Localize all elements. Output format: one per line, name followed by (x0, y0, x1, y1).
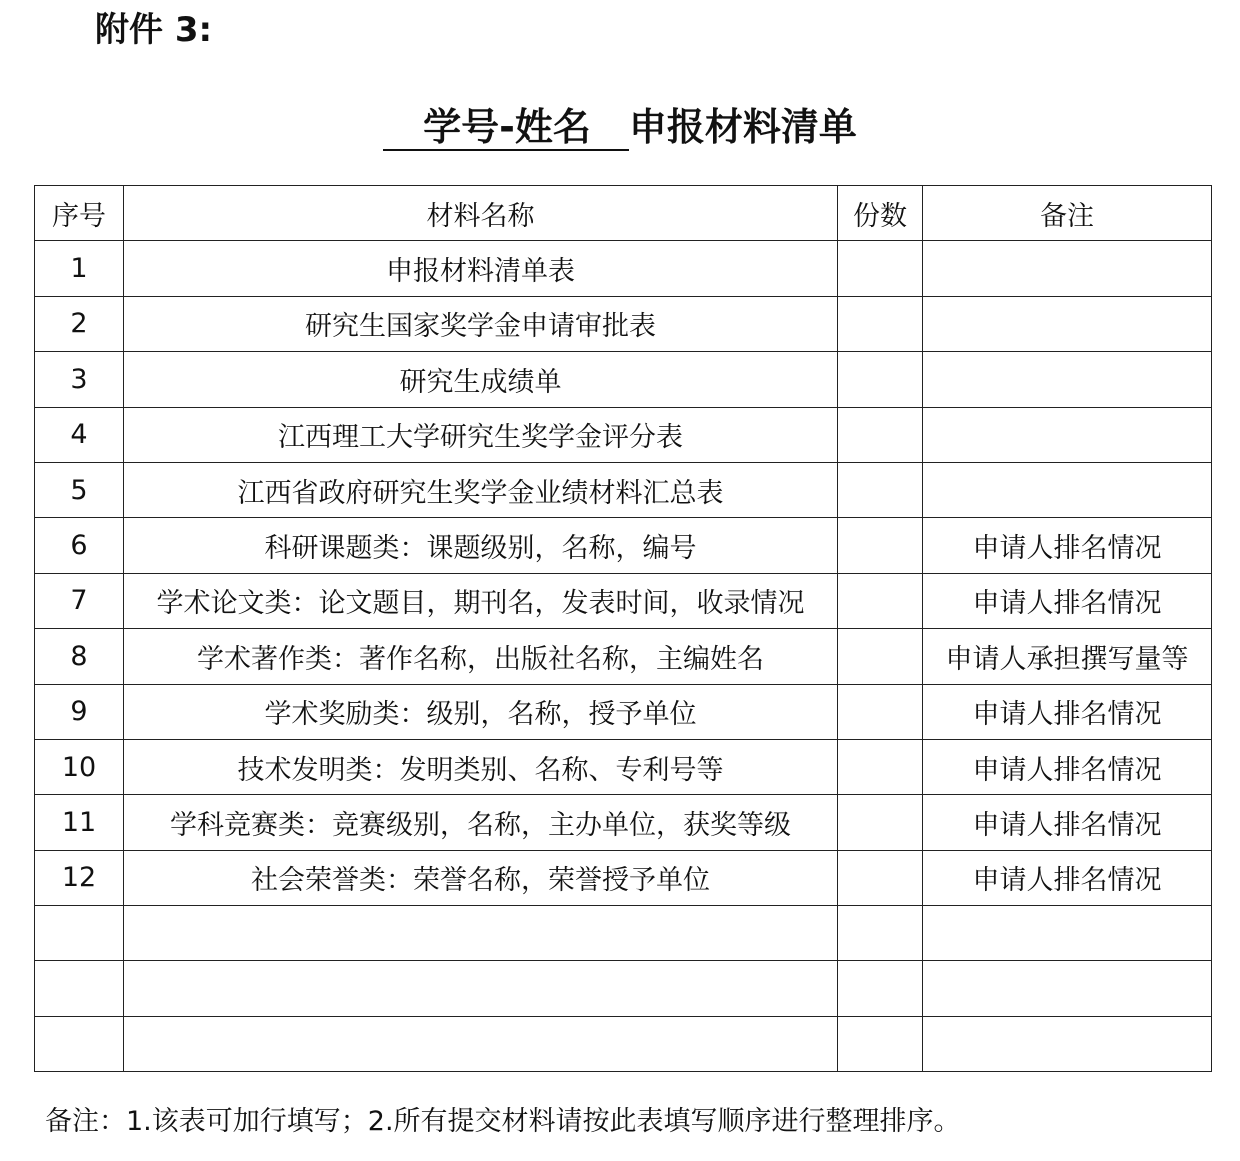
cell-no: 4 (35, 407, 124, 462)
cell-copies (838, 352, 923, 407)
cell-remark (923, 906, 1212, 961)
cell-material-name: 学术奖励类：级别，名称，授予单位 (124, 684, 838, 739)
cell-material-name: 技术发明类：发明类别、名称、专利号等 (124, 739, 838, 794)
cell-material-name: 学术著作类：著作名称，出版社名称，主编姓名 (124, 629, 838, 684)
cell-copies (838, 906, 923, 961)
cell-no: 12 (35, 850, 124, 905)
cell-copies (838, 518, 923, 573)
header-remark: 备注 (923, 186, 1212, 241)
cell-remark (923, 352, 1212, 407)
table-row (35, 684, 1212, 739)
cell-material-name: 申报材料清单表 (124, 241, 838, 296)
cell-no: 6 (35, 518, 124, 573)
cell-copies (838, 961, 923, 1016)
cell-no: 9 (35, 684, 124, 739)
cell-copies (838, 795, 923, 850)
header-material-name: 材料名称 (124, 186, 838, 241)
cell-material-name: 学科竞赛类：竞赛级别，名称，主办单位，获奖等级 (124, 795, 838, 850)
footnote: 备注：1.该表可加行填写；2.所有提交材料请按此表填写顺序进行整理排序。 (45, 1106, 961, 1137)
cell-copies (838, 296, 923, 351)
title-suffix: 申报材料清单 (628, 105, 857, 149)
attachment-label: 附件 3: (95, 10, 213, 50)
cell-remark: 申请人排名情况 (923, 739, 1212, 794)
cell-remark: 申请人承担撰写量等 (923, 629, 1212, 684)
cell-remark (923, 296, 1212, 351)
table-row (35, 629, 1212, 684)
cell-material-name (124, 961, 838, 1016)
cell-no: 2 (35, 296, 124, 351)
table-row (35, 462, 1212, 517)
cell-remark (923, 462, 1212, 517)
table-row (35, 795, 1212, 850)
cell-no (35, 906, 124, 961)
cell-copies (838, 629, 923, 684)
table-row (35, 407, 1212, 462)
cell-no: 3 (35, 352, 124, 407)
cell-no: 10 (35, 739, 124, 794)
cell-no: 8 (35, 629, 124, 684)
cell-remark: 申请人排名情况 (923, 573, 1212, 628)
cell-copies (838, 850, 923, 905)
cell-material-name: 学术论文类：论文题目，期刊名，发表时间，收录情况 (124, 573, 838, 628)
cell-no: 1 (35, 241, 124, 296)
cell-material-name: 江西理工大学研究生奖学金评分表 (124, 407, 838, 462)
cell-remark: 申请人排名情况 (923, 850, 1212, 905)
cell-no (35, 961, 124, 1016)
cell-copies (838, 407, 923, 462)
header-copies: 份数 (838, 186, 923, 241)
cell-copies (838, 684, 923, 739)
cell-remark (923, 241, 1212, 296)
table-row (35, 573, 1212, 628)
cell-no (35, 1016, 124, 1071)
cell-copies (838, 462, 923, 517)
cell-material-name: 江西省政府研究生奖学金业绩材料汇总表 (124, 462, 838, 517)
title-student-id-name: 学号-姓名 (383, 105, 629, 151)
cell-remark: 申请人排名情况 (923, 684, 1212, 739)
cell-remark (923, 961, 1212, 1016)
cell-no: 5 (35, 462, 124, 517)
cell-copies (838, 1016, 923, 1071)
cell-remark: 申请人排名情况 (923, 795, 1212, 850)
cell-material-name (124, 1016, 838, 1071)
cell-material-name (124, 906, 838, 961)
cell-copies (838, 241, 923, 296)
cell-material-name: 研究生国家奖学金申请审批表 (124, 296, 838, 351)
cell-no: 7 (35, 573, 124, 628)
table-row (35, 850, 1212, 905)
table-row (35, 518, 1212, 573)
table-row (35, 961, 1212, 1016)
table-row (35, 241, 1212, 296)
cell-material-name: 科研课题类：课题级别，名称，编号 (124, 518, 838, 573)
cell-remark (923, 1016, 1212, 1071)
table-row (35, 296, 1212, 351)
cell-material-name: 社会荣誉类：荣誉名称，荣誉授予单位 (124, 850, 838, 905)
cell-remark: 申请人排名情况 (923, 518, 1212, 573)
header-no: 序号 (35, 186, 124, 241)
materials-table (34, 185, 1212, 1072)
table-row (35, 1016, 1212, 1071)
table-row (35, 352, 1212, 407)
cell-copies (838, 573, 923, 628)
table-row (35, 906, 1212, 961)
table-header-row (35, 186, 1212, 241)
table-row (35, 739, 1212, 794)
cell-no: 11 (35, 795, 124, 850)
cell-remark (923, 407, 1212, 462)
cell-copies (838, 739, 923, 794)
page-title (0, 102, 1240, 152)
cell-material-name: 研究生成绩单 (124, 352, 838, 407)
